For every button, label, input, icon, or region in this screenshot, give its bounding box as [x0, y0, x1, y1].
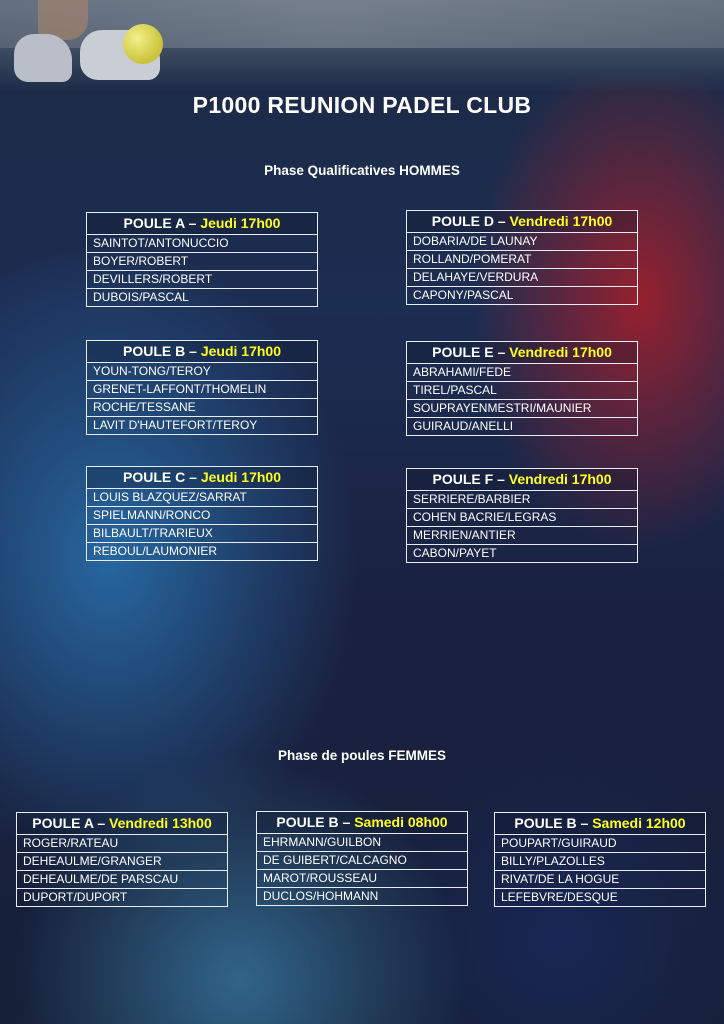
poule-name: POULE A	[32, 815, 94, 831]
team-row: BOYER/ROBERT	[87, 253, 317, 271]
poule-day: Jeudi 17h00	[200, 469, 281, 485]
team-row: POUPART/GUIRAUD	[495, 835, 705, 853]
team-row: LOUIS BLAZQUEZ/SARRAT	[87, 489, 317, 507]
dash: –	[497, 213, 506, 229]
team-row: YOUN-TONG/TEROY	[87, 363, 317, 381]
section-title-hommes: Phase Qualificatives HOMMES	[264, 163, 460, 178]
poule-femmes-a	[16, 812, 228, 907]
team-row: GUIRAUD/ANELLI	[413, 419, 514, 433]
poule-name: POULE A	[123, 215, 185, 231]
team-row: DUPORT/DUPORT	[23, 890, 128, 904]
poule-name: POULE F	[432, 471, 494, 487]
poule-header	[407, 211, 637, 233]
team-row: RIVAT/DE LA HOGUE	[495, 871, 705, 889]
poule-header	[257, 812, 467, 834]
dash: –	[188, 215, 197, 231]
poule-hommes-e	[406, 341, 638, 436]
team-row: MERRIEN/ANTIER	[407, 527, 637, 545]
team-row: ROLLAND/POMERAT	[407, 251, 637, 269]
poule-day: Jeudi 17h00	[200, 215, 281, 231]
poule-header	[495, 813, 705, 835]
poule-femmes-b1	[256, 811, 468, 906]
team-row: GRENET-LAFFONT/THOMELIN	[87, 381, 317, 399]
shoe-left	[14, 34, 72, 82]
poule-hommes-c	[86, 466, 318, 561]
poule-day: Vendredi 17h00	[509, 344, 612, 360]
team-row: ABRAHAMI/FEDE	[407, 364, 637, 382]
poule-femmes-b2	[494, 812, 706, 907]
team-row: ROCHE/TESSANE	[87, 399, 317, 417]
dash: –	[497, 471, 505, 487]
dash: –	[97, 815, 106, 831]
poule-name: POULE B	[276, 814, 339, 830]
poule-header	[407, 469, 637, 491]
team-row: ROGER/RATEAU	[17, 835, 227, 853]
header-photo	[0, 0, 724, 92]
team-row: DEHEAULME/GRANGER	[17, 853, 227, 871]
team-row: COHEN BACRIE/LEGRAS	[407, 509, 637, 527]
poule-day: Vendredi 17h00	[508, 471, 612, 487]
poule-header	[87, 467, 317, 489]
team-row: DE GUIBERT/CALCAGNO	[257, 852, 467, 870]
dash: –	[497, 344, 506, 360]
poule-header	[407, 342, 637, 364]
poule-name: POULE C	[123, 469, 186, 485]
poule-day: Samedi 08h00	[354, 814, 448, 830]
team-row: DOBARIA/DE LAUNAY	[407, 233, 637, 251]
team-row: SOUPRAYENMESTRI/MAUNIER	[407, 400, 637, 418]
team-row: DEVILLERS/ROBERT	[87, 271, 317, 289]
poule-hommes-b	[86, 340, 318, 435]
poule-day: Vendredi 17h00	[509, 213, 613, 229]
team-row: DELAHAYE/VERDURA	[407, 269, 637, 287]
poule-header	[87, 341, 317, 363]
team-row: SPIELMANN/RONCO	[87, 507, 317, 525]
dash: –	[189, 469, 197, 485]
team-row: CABON/PAYET	[413, 546, 497, 560]
team-row: EHRMANN/GUILBON	[257, 834, 467, 852]
poule-day: Samedi 12h00	[592, 815, 686, 831]
team-row: LAVIT D'HAUTEFORT/TEROY	[93, 418, 258, 432]
team-row: SERRIERE/BARBIER	[407, 491, 637, 509]
poule-hommes-a	[86, 212, 318, 307]
team-row: BILLY/PLAZOLLES	[495, 853, 705, 871]
padel-ball-icon	[123, 24, 163, 64]
team-row: DEHEAULME/DE PARSCAU	[17, 871, 227, 889]
team-row: DUBOIS/PASCAL	[93, 290, 189, 304]
dash: –	[342, 814, 351, 830]
poule-day: Jeudi 17h00	[200, 343, 281, 359]
poule-hommes-f	[406, 468, 638, 563]
team-row: LEFEBVRE/DESQUE	[501, 890, 618, 904]
poule-name: POULE B	[514, 815, 577, 831]
poule-header	[17, 813, 227, 835]
team-row: MAROT/ROUSSEAU	[257, 870, 467, 888]
dash: –	[580, 815, 589, 831]
team-row: DUCLOS/HOHMANN	[263, 889, 379, 903]
poule-day: Vendredi 13h00	[109, 815, 212, 831]
poule-header	[87, 213, 317, 235]
team-row: SAINTOT/ANTONUCCIO	[87, 235, 317, 253]
section-title-femmes: Phase de poules FEMMES	[277, 748, 447, 763]
team-row: BILBAULT/TRARIEUX	[87, 525, 317, 543]
poule-hommes-d	[406, 210, 638, 305]
page-title: P1000 REUNION PADEL CLUB	[192, 92, 532, 118]
team-row: REBOUL/LAUMONIER	[93, 544, 218, 558]
poule-name: POULE E	[432, 344, 494, 360]
team-row: CAPONY/PASCAL	[413, 288, 514, 302]
poule-name: POULE B	[123, 343, 186, 359]
dash: –	[189, 343, 197, 359]
team-row: TIREL/PASCAL	[407, 382, 637, 400]
poule-name: POULE D	[431, 213, 494, 229]
